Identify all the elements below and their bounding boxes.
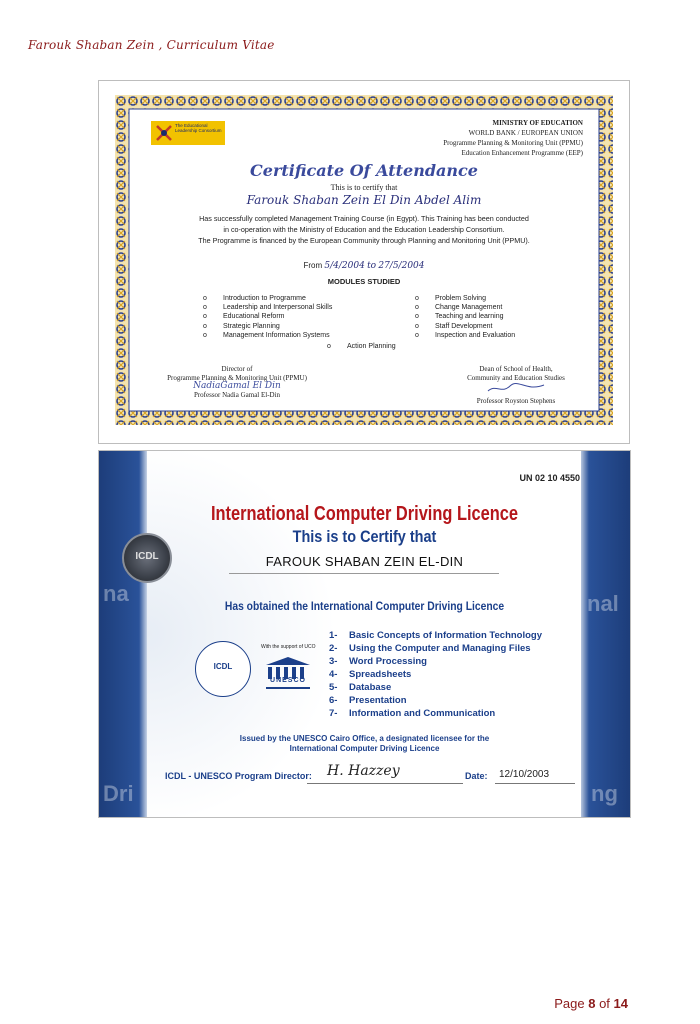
recipient-name: FAROUK SHABAN ZEIN EL-DIN [265,554,464,569]
cv-header: Farouk Shaban Zein , Curriculum Vitae [28,38,275,52]
module-item-center: o Action Planning [327,343,396,350]
date-label: Date: [465,771,488,781]
director-label: ICDL - UNESCO Program Director: [165,771,312,781]
signature-left [157,365,317,399]
name-underline [229,573,499,574]
date-range [99,261,629,271]
module-item: o Staff Development [415,322,515,331]
ministry-line: Education Enhancement Programme (EEP) [461,149,583,157]
total-pages: 14 [613,996,628,1011]
module-item: o Inspection and Evaluation [415,331,515,340]
consortium-logo-text: The Educational Leadership Consortium [175,123,222,133]
module-item: o Leadership and Interpersonal Skills [203,303,332,312]
side-watermark-icon: Dri [103,781,134,806]
certificate-body [159,213,569,246]
certificate-title: International Computer Driving Licence [210,503,519,525]
handwritten-signature: NadiaGamal El Din [193,381,281,391]
signature-scribble-icon [486,382,546,394]
side-watermark-icon: na [103,581,129,606]
page-number [554,996,628,1011]
signer-role: Director of [221,365,253,373]
issued-line: International Computer Driving Licence [289,744,440,753]
ministry-line: WORLD BANK / EUROPEAN UNION [468,129,583,137]
side-watermark-icon: ng [591,781,618,806]
module-item: o Introduction to Programme [203,294,332,303]
support-text: With the support of UCO [261,644,316,650]
module-item: 3- Word Processing [329,656,427,667]
ministry-block [443,118,583,158]
consortium-logo [151,121,225,145]
side-watermark-icon: nal [587,591,619,616]
badge-text: ICDL [135,551,159,562]
from-label: From [303,261,323,270]
issued-line: Issued by the UNESCO Cairo Office, a designated licensee for the [239,734,490,743]
certify-text: This is to certify that [330,183,398,192]
module-item: 5- Database [329,682,392,693]
page-label: Page [554,996,585,1011]
module-item: o Change Management [415,303,515,312]
module-item: o Teaching and learning [415,312,515,321]
certificate-subtitle: This is to Certify that [292,527,437,546]
module-item: o Problem Solving [415,294,515,303]
certificate-number: UN 02 10 4550 [519,473,580,483]
seal-text: ICDL [213,662,233,671]
current-page: 8 [588,996,596,1011]
signer-name: Professor Nadia Gamal El-Din [193,390,281,399]
modules-heading: MODULES STUDIED [327,277,401,286]
icdl-certificate [98,450,631,818]
certificate-of-attendance [98,80,630,444]
recipient-name: Farouk Shaban Zein El Din Abdel Alim [246,193,482,207]
ministry-line: Programme Planning & Monitoring Unit (PPMU) [443,139,583,147]
module-item: 2- Using the Computer and Managing Files [329,643,531,654]
icdl-modules-list [329,629,542,720]
body-line: in co-operation with the Ministry of Education and the Education Leadership Consortium. [223,225,505,234]
date-line [495,783,575,784]
issued-text [99,734,630,754]
page-of: of [599,996,610,1011]
consortium-logo-icon [155,124,173,142]
certificate-title: Certificate Of Attendance [250,161,478,180]
from-date: 5/4/2004 [324,261,365,271]
modules-right-list [415,294,515,340]
issue-date: 12/10/2003 [499,769,550,780]
to-date: 27/5/2004 [378,261,425,271]
obtained-text: Has obtained the International Computer Driving Licence [224,599,505,613]
signer-role: Dean of School of Health, [479,365,553,373]
module-item: o Educational Reform [203,312,332,321]
signer-name: Professor Royston Stephens [476,396,556,405]
modules-left-list [203,294,332,340]
unesco-logo-icon [262,655,314,691]
signature-line [307,783,463,784]
module-item: o Strategic Planning [203,322,332,331]
unesco-label: UNESCO [270,677,306,684]
to-label: to [367,261,377,271]
module-item: 7- Information and Communication [329,708,496,719]
handwritten-signature: H. Hazzey [327,763,400,779]
body-line: Has successfully completed Management Training Course (in Egypt). This Training has been conducted [199,214,529,223]
module-item: o Management Information Systems [203,331,332,340]
module-item: 1- Basic Concepts of Information Technology [329,630,543,641]
icdl-seal-icon [195,641,251,697]
module-item: 6- Presentation [329,695,407,706]
ministry-line: MINISTRY OF EDUCATION [492,119,583,127]
body-line: The Programme is financed by the European Community through Planning and Monitoring Unit (PPMU). [198,236,530,245]
signer-role: Community and Education Studies [467,373,565,382]
signer-role: Programme Planning & Monitoring Unit (PPMU) [167,373,307,382]
module-item: 4- Spreadsheets [329,669,412,680]
signature-right [451,365,581,405]
